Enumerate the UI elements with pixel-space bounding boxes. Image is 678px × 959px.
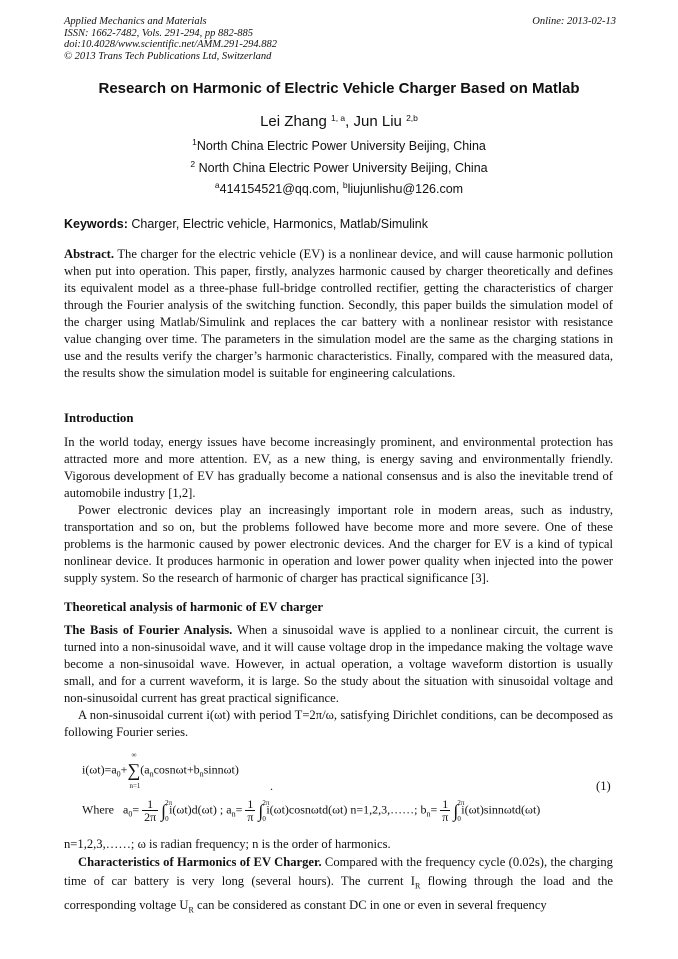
denominator: 2π: [144, 810, 157, 824]
eq-text: (a: [140, 762, 150, 777]
eq-sub: R: [188, 905, 194, 915]
affiliation-text: North China Electric Power University Beijing, China: [196, 139, 486, 153]
integral-lower: 0: [457, 814, 461, 823]
fraction: [440, 798, 450, 823]
online-date: Online: 2013-02-13: [532, 16, 616, 27]
equation-number: (1): [596, 779, 611, 793]
eq-sub: 0: [128, 809, 133, 819]
fourier-paragraph: [64, 622, 613, 707]
doi-line: doi:10.4028/www.scientific.net/AMM.291-294.882: [64, 39, 277, 50]
eq-text: =: [132, 802, 140, 817]
keywords: [64, 217, 428, 231]
abstract-label: Abstract.: [64, 247, 115, 261]
email-sup: a: [214, 180, 220, 190]
eq-sub: 0: [116, 769, 121, 779]
integral-lower: 0: [262, 814, 266, 823]
sum-lower-limit: n=1: [129, 782, 141, 790]
introduction-paragraph-2: Power electronic devices play an increasingly important role in modern areas, such as industry, transportation and so on, but the problems followed have become more and more severe. One of these problems is the harmonic caused by power electronic devices. And the charger for EV is a kind of typical nonlinear device. It produces harmonic in operation and lower power quality when injected into the power supply system. So the research of harmonic of charger has practical significance [3].: [64, 503, 613, 585]
characteristics-text: Compared with the frequency cycle (0.02s), the charging time of car battery is very long (several hours). The current I: [64, 855, 613, 888]
fraction: [142, 798, 158, 823]
characteristics-label: Characteristics of Harmonics of EV Charger.: [78, 855, 322, 869]
paper-title: Research on Harmonic of Electric Vehicle Charger Based on Matlab: [98, 80, 580, 97]
theory-heading: Theoretical analysis of harmonic of EV charger: [64, 600, 323, 614]
eq-text: sinnωt): [203, 762, 239, 777]
email-line: [0, 182, 678, 196]
where-label: Where: [82, 802, 114, 817]
numerator: 1: [440, 798, 450, 811]
keywords-label: Keywords:: [64, 217, 128, 231]
integral-icon: ∫ 2π 0: [453, 802, 458, 820]
eq-sub: n: [231, 809, 236, 819]
journal-header: [64, 16, 277, 62]
email-sup: b: [342, 180, 348, 190]
email-link: liujunlishu@126.com: [347, 182, 464, 196]
characteristics-text: flowing through the load and the corresponding voltage U: [64, 874, 613, 912]
denominator: π: [442, 810, 449, 824]
eq-sub: n: [149, 769, 154, 779]
author-separator: ,: [345, 113, 354, 130]
characteristics-paragraph: [64, 853, 613, 919]
numerator: 1: [142, 798, 158, 811]
eq-text: =: [430, 802, 438, 817]
characteristics-text: can be considered as constant DC in one or even in several frequency: [193, 897, 547, 912]
email-link: 414154521@qq.com,: [219, 182, 343, 196]
affiliation-2: [0, 161, 678, 175]
equation-1: [82, 751, 239, 790]
issn-line: ISSN: 1662-7482, Vols. 291-294, pp 882-885: [64, 27, 253, 39]
eq-text: b: [420, 802, 427, 817]
harmonic-order-line: n=1,2,3,……; ω is radian frequency; n is the order of harmonics.: [64, 837, 391, 851]
author-name: Lei Zhang: [260, 113, 327, 130]
affiliation-text: North China Electric Power University Beijing, China: [195, 161, 488, 175]
sum-icon: ∑ ∞ n=1: [127, 751, 141, 790]
integral-icon: ∫ 2π 0: [161, 802, 166, 820]
journal-name: Applied Mechanics and Materials: [64, 16, 207, 27]
fourier-label: The Basis of Fourier Analysis.: [64, 623, 233, 637]
abstract: [64, 246, 613, 382]
introduction-paragraph-1: In the world today, energy issues have become increasingly prominent, and environmental protection has attracted more and more attention. EV, as a new thing, is energy saving and environmentally friendly. Vigorous development of EV has gradually become a national consensus and is also the inevitable trend of automobile industry [1,2].: [64, 435, 613, 500]
integral-upper: 2π: [165, 798, 173, 807]
author-name: Jun Liu: [353, 113, 402, 130]
fourier-text: When a sinusoidal wave is applied to a nonlinear circuit, the current is turned into a non-sinusoidal wave, and it will cause voltage drop in the impedance making the voltage wave become a non-sinusoidal wave. However, in actual operation, a voltage waveform distortion is usually small, and for a current waveform, it is large. So the study about the situation with sinusoidal voltage and non-sinusoidal current has great practical significance.: [64, 623, 613, 705]
eq-text: a: [122, 802, 129, 817]
author-list: [0, 113, 678, 130]
affiliation-sup: 2: [190, 159, 196, 169]
eq-sub: n: [426, 809, 431, 819]
denominator: π: [247, 810, 254, 824]
eq-sub: n: [199, 769, 204, 779]
coefficient-definitions: [82, 798, 540, 823]
eq-text: i(ωt)d(ωt): [169, 802, 217, 817]
eq-text: n=1,2,3,……;: [350, 802, 418, 817]
affiliation-sup: 1: [192, 137, 197, 147]
eq-text: i(ωt)sinnωtd(ωt): [461, 802, 541, 817]
integral-upper: 2π: [262, 798, 270, 807]
integral-lower: 0: [165, 814, 169, 823]
author-sup: 2,b: [406, 113, 418, 123]
eq-text: +: [120, 762, 128, 777]
eq-text: cosnωt+b: [153, 762, 200, 777]
keywords-text: Charger, Electric vehicle, Harmonics, Matlab/Simulink: [127, 217, 429, 231]
eq-text: a: [226, 802, 232, 817]
eq-sub: R: [414, 881, 421, 891]
equation-dot: .: [270, 779, 273, 793]
numerator: 1: [245, 798, 255, 811]
eq-text: =: [235, 802, 243, 817]
author-sup: 1, a: [330, 113, 346, 123]
integral-upper: 2π: [457, 798, 465, 807]
copyright-line: © 2013 Trans Tech Publications Ltd, Switzerland: [64, 50, 272, 62]
sum-upper-limit: ∞: [131, 751, 137, 759]
fraction: [245, 798, 255, 823]
series-paragraph: A non-sinusoidal current i(ωt) with period T=2π/ω, satisfying Dirichlet conditions, can be decomposed as following Fourier series.: [64, 708, 613, 739]
affiliation-1: [0, 139, 678, 153]
abstract-text: The charger for the electric vehicle (EV) is a nonlinear device, and will cause harmonic pollution when put into operation. This paper, firstly, analyzes harmonic caused by charger theoretically and defines its equivalent model as a three-phase full-bridge controlled rectifier, getting the characteristics of charger through the Fourier analysis of the switching function. Secondly, this paper builds the simulation model of the charger using Matlab/Simulink and replaces the car battery with a nonlinear resistor with resistance value changing over time. The parameters in the simulation model are the same as the charging stations in use and the results verify the charger’s harmonic characteristics. Finally, compared with the measured data, the results show the simulation model is suitable for engineering calculations.: [64, 247, 613, 380]
eq-text: i(ωt)cosnωtd(ωt): [266, 802, 348, 817]
integral-icon: ∫ 2π 0: [258, 802, 263, 820]
eq-text: i(ωt)=a: [82, 762, 117, 777]
introduction-heading: Introduction: [64, 411, 134, 425]
eq-text: ;: [219, 802, 224, 817]
